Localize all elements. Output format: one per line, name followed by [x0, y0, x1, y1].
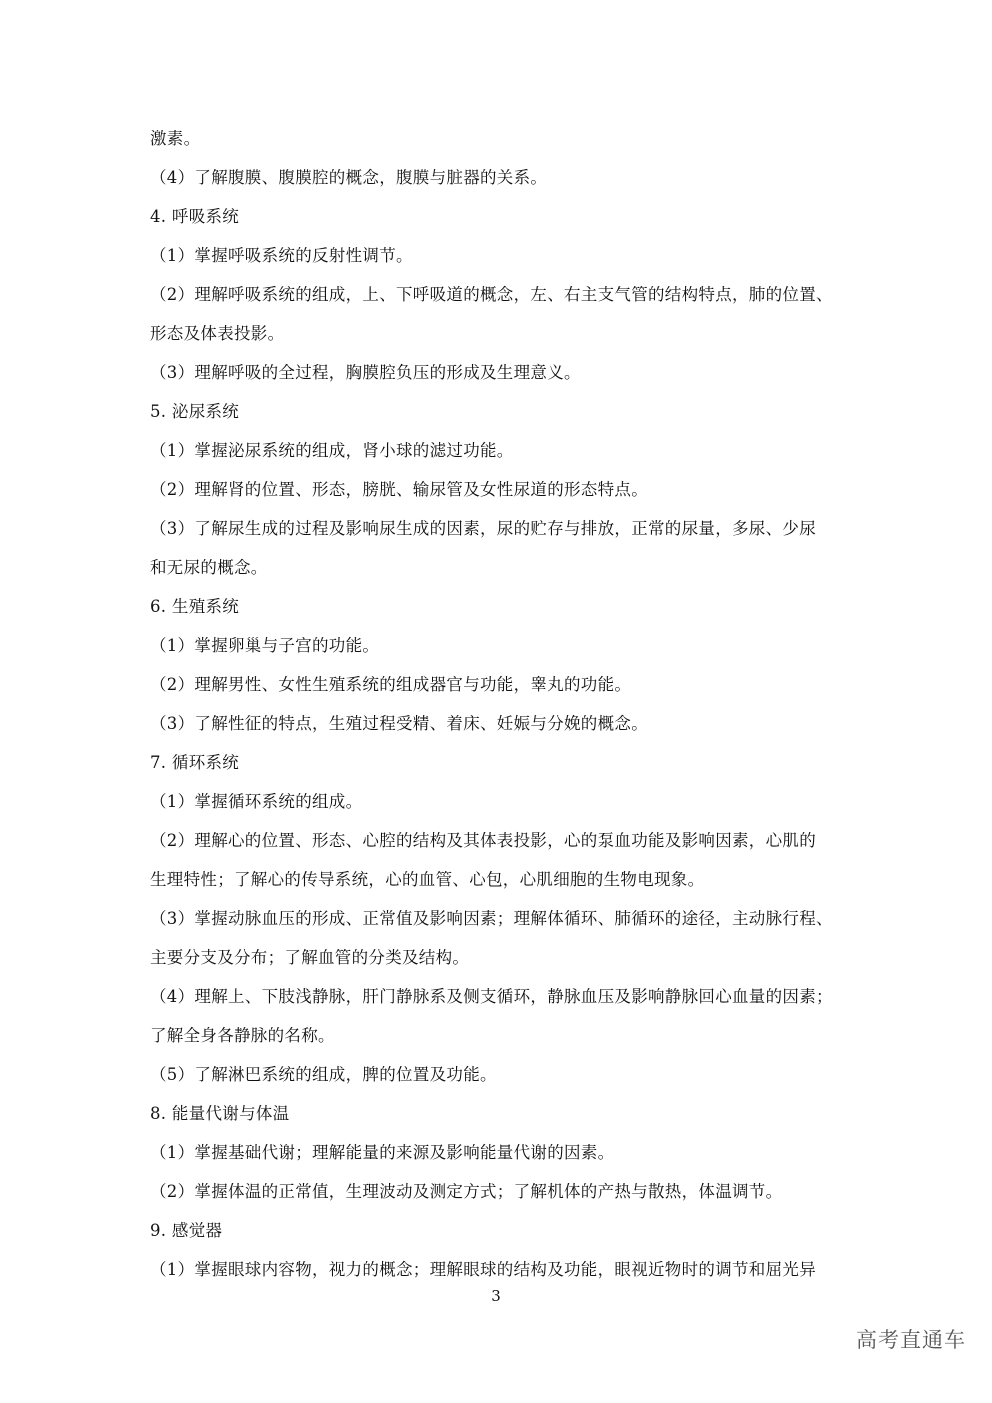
text-line: （2）理解呼吸系统的组成，上、下呼吸道的概念，左、右主支气管的结构特点，肺的位置、	[150, 285, 833, 304]
text-line: （2）理解心的位置、形态、心腔的结构及其体表投影，心的泵血功能及影响因素，心肌的	[150, 831, 816, 850]
text-line: （1）掌握眼球内容物，视力的概念；理解眼球的结构及功能，眼视近物时的调节和屈光异	[150, 1260, 816, 1279]
section-heading-reproductive: 6. 生殖系统	[150, 597, 240, 616]
text-line: （3）掌握动脉血压的形成、正常值及影响因素；理解体循环、肺循环的途径，主动脉行程、	[150, 909, 833, 928]
text-line: （4）了解腹膜、腹膜腔的概念，腹膜与脏器的关系。	[150, 168, 548, 187]
text-line: （2）理解肾的位置、形态，膀胱、输尿管及女性尿道的形态特点。	[150, 480, 648, 499]
text-line: （3）了解性征的特点，生殖过程受精、着床、妊娠与分娩的概念。	[150, 714, 648, 733]
text-line: （1）掌握卵巢与子宫的功能。	[150, 636, 380, 655]
text-line: （3）了解尿生成的过程及影响尿生成的因素，尿的贮存与排放，正常的尿量，多尿、少尿	[150, 519, 816, 538]
text-line: （4）理解上、下肢浅静脉，肝门静脉系及侧支循环，静脉血压及影响静脉回心血量的因素；	[150, 987, 833, 1006]
section-heading-respiratory: 4. 呼吸系统	[150, 207, 240, 226]
text-line: （1）掌握循环系统的组成。	[150, 792, 363, 811]
section-heading-metabolism: 8. 能量代谢与体温	[150, 1104, 290, 1123]
text-line: （2）理解男性、女性生殖系统的组成器官与功能，睾丸的功能。	[150, 675, 632, 694]
section-heading-circulatory: 7. 循环系统	[150, 753, 240, 772]
text-line: 生理特性；了解心的传导系统，心的血管、心包，心肌细胞的生物电现象。	[150, 870, 705, 889]
text-line: 主要分支及分布；了解血管的分类及结构。	[150, 948, 470, 967]
text-line: （3）理解呼吸的全过程，胸膜腔负压的形成及生理意义。	[150, 363, 581, 382]
text-line: （1）掌握泌尿系统的组成，肾小球的滤过功能。	[150, 441, 514, 460]
text-line: （1）掌握基础代谢；理解能量的来源及影响能量代谢的因素。	[150, 1143, 615, 1162]
section-heading-sensory: 9. 感觉器	[150, 1221, 223, 1240]
text-line: 和无尿的概念。	[150, 558, 268, 577]
text-line: （2）掌握体温的正常值，生理波动及测定方式；了解机体的产热与散热，体温调节。	[150, 1182, 783, 1201]
text-line: （1）掌握呼吸系统的反射性调节。	[150, 246, 413, 265]
section-heading-urinary: 5. 泌尿系统	[150, 402, 240, 421]
text-line: （5）了解淋巴系统的组成，脾的位置及功能。	[150, 1065, 497, 1084]
text-line: 了解全身各静脉的名称。	[150, 1026, 335, 1045]
text-line: 形态及体表投影。	[150, 324, 285, 343]
watermark: 高考直通车	[856, 1328, 966, 1352]
text-line: 激素。	[150, 129, 201, 148]
page-number: 3	[491, 1287, 501, 1305]
